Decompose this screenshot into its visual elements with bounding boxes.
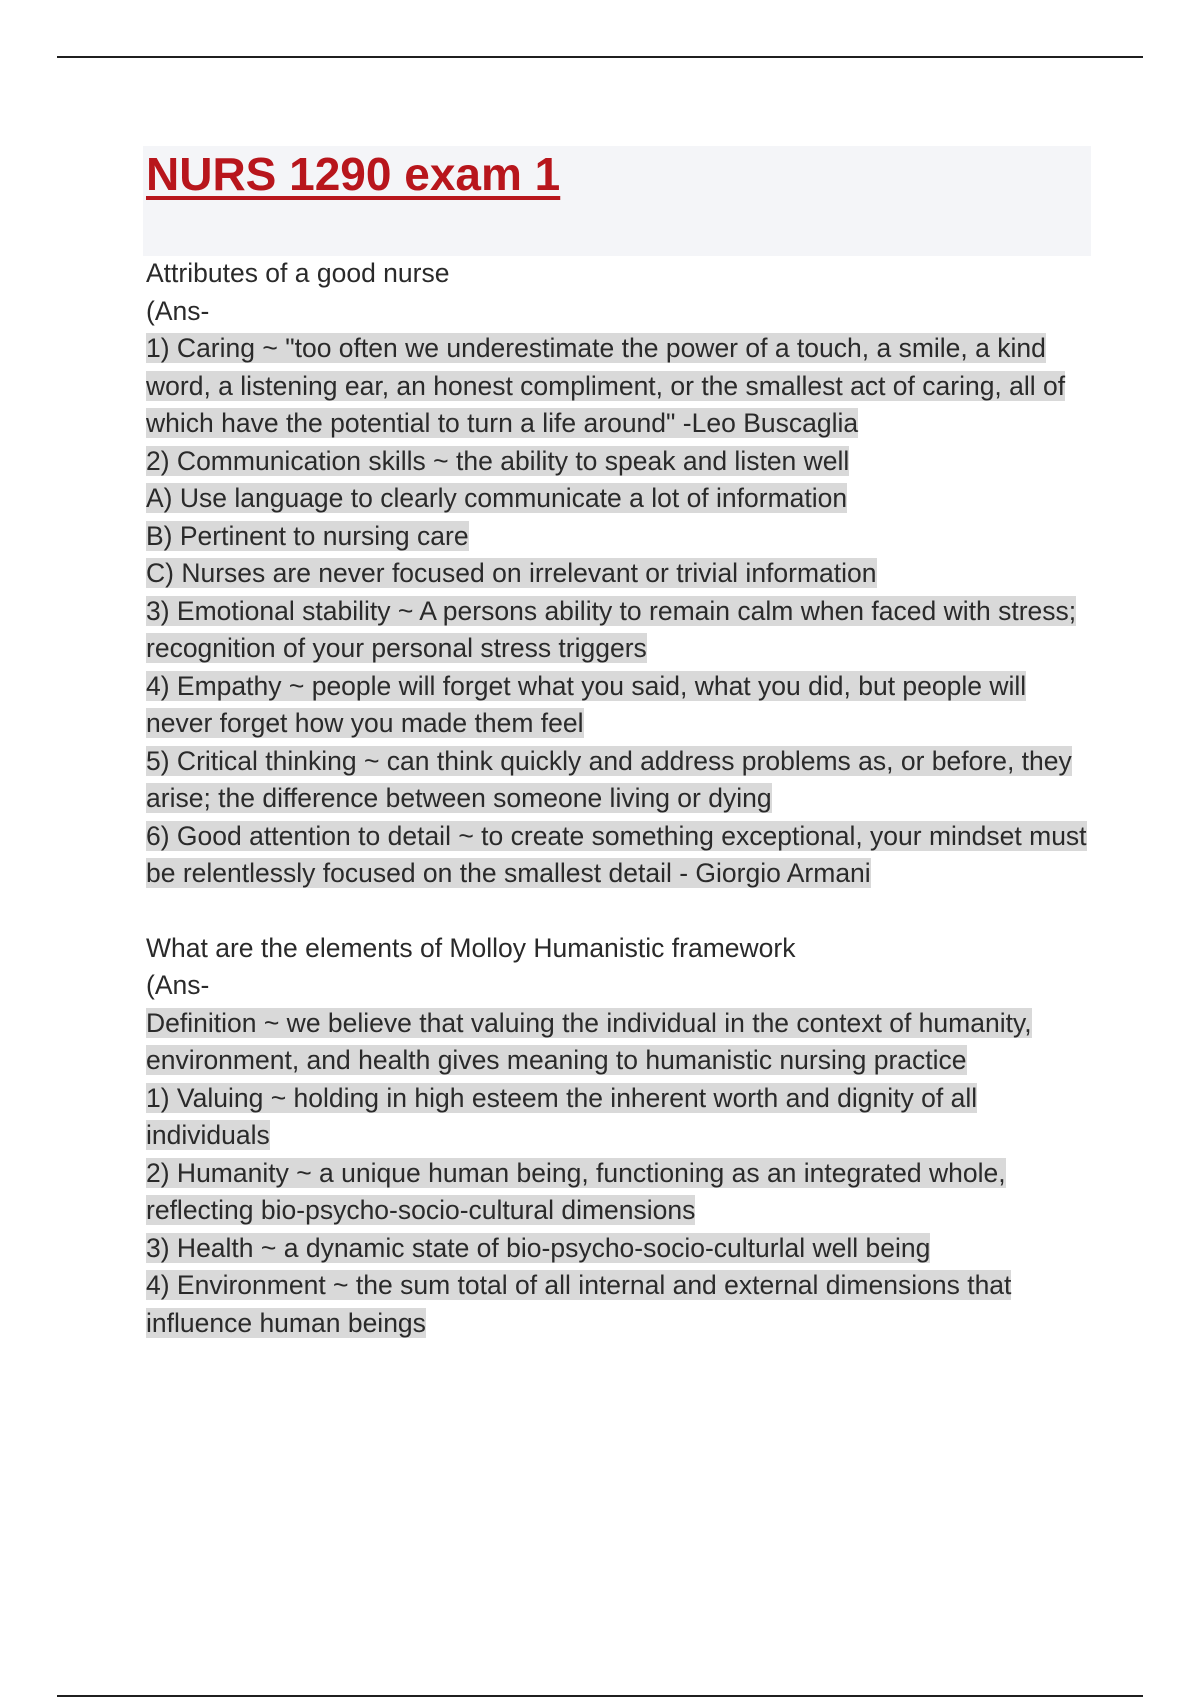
answer-text: 1) Caring ~ "too often we underestimate the power of a touch, a smile, a kind word, a listening ear, an honest compliment, or the smallest act of caring, all of which have the potential to turn a life around" -Leo Buscaglia [146,333,1066,438]
answer-item [146,443,1096,481]
answer-item [146,818,1096,893]
answer-item [146,1267,1096,1342]
document-title: NURS 1290 exam 1 [146,148,561,200]
answer-text: A) Use language to clearly communicate a lot of information [146,483,848,513]
answer-item [146,518,1096,556]
answer-label: (Ans- [146,970,210,1000]
answer-text: Definition ~ we believe that valuing the individual in the context of humanity, environment, and health gives meaning to humanistic nursing practice [146,1007,1032,1075]
answer-item [146,555,1096,593]
question-section-1 [146,255,1096,893]
answer-text: 3) Emotional stability ~ A persons ability to remain calm when faced with stress; recognition of your personal stress triggers [146,595,1077,663]
document-body [146,255,1096,1342]
answer-text: 4) Empathy ~ people will forget what you said, what you did, but people will never forget how you made them feel [146,670,1027,738]
top-rule [57,56,1143,58]
answer-text: 3) Health ~ a dynamic state of bio-psycho-socio-culturlal well being [146,1232,931,1263]
answer-text: 1) Valuing ~ holding in high esteem the inherent worth and dignity of all individuals [146,1082,978,1150]
answer-item [146,668,1096,743]
question-text: What are the elements of Molloy Humanistic framework [146,932,796,963]
section-spacer [146,893,1096,930]
answer-text: 5) Critical thinking ~ can think quickly and address problems as, or before, they arise; the difference between someone living or dying [146,745,1072,813]
answer-item [146,593,1096,668]
bottom-rule [57,1695,1143,1697]
answer-item [146,1005,1096,1080]
answer-item [146,743,1096,818]
question-text: Attributes of a good nurse [146,258,450,288]
answer-text: 2) Communication skills ~ the ability to speak and listen well [146,445,850,476]
answer-text: 2) Humanity ~ a unique human being, functioning as an integrated whole, reflecting bio-psycho-socio-cultural dimensions [146,1157,1006,1225]
question-section-2 [146,930,1096,1343]
answer-item [146,480,1096,518]
answer-text: 4) Environment ~ the sum total of all internal and external dimensions that influence human beings [146,1270,1012,1338]
answer-item [146,1155,1096,1230]
answer-text: 6) Good attention to detail ~ to create something exceptional, your mindset must be relentlessly focused on the smallest detail - Giorgio Armani [146,820,1087,888]
answer-item [146,1230,1096,1268]
answer-item [146,1080,1096,1155]
answer-text: C) Nurses are never focused on irrelevant or trivial information [146,558,877,588]
answer-label: (Ans- [146,295,210,326]
answer-item [146,330,1096,443]
answer-text: B) Pertinent to nursing care [146,520,469,551]
